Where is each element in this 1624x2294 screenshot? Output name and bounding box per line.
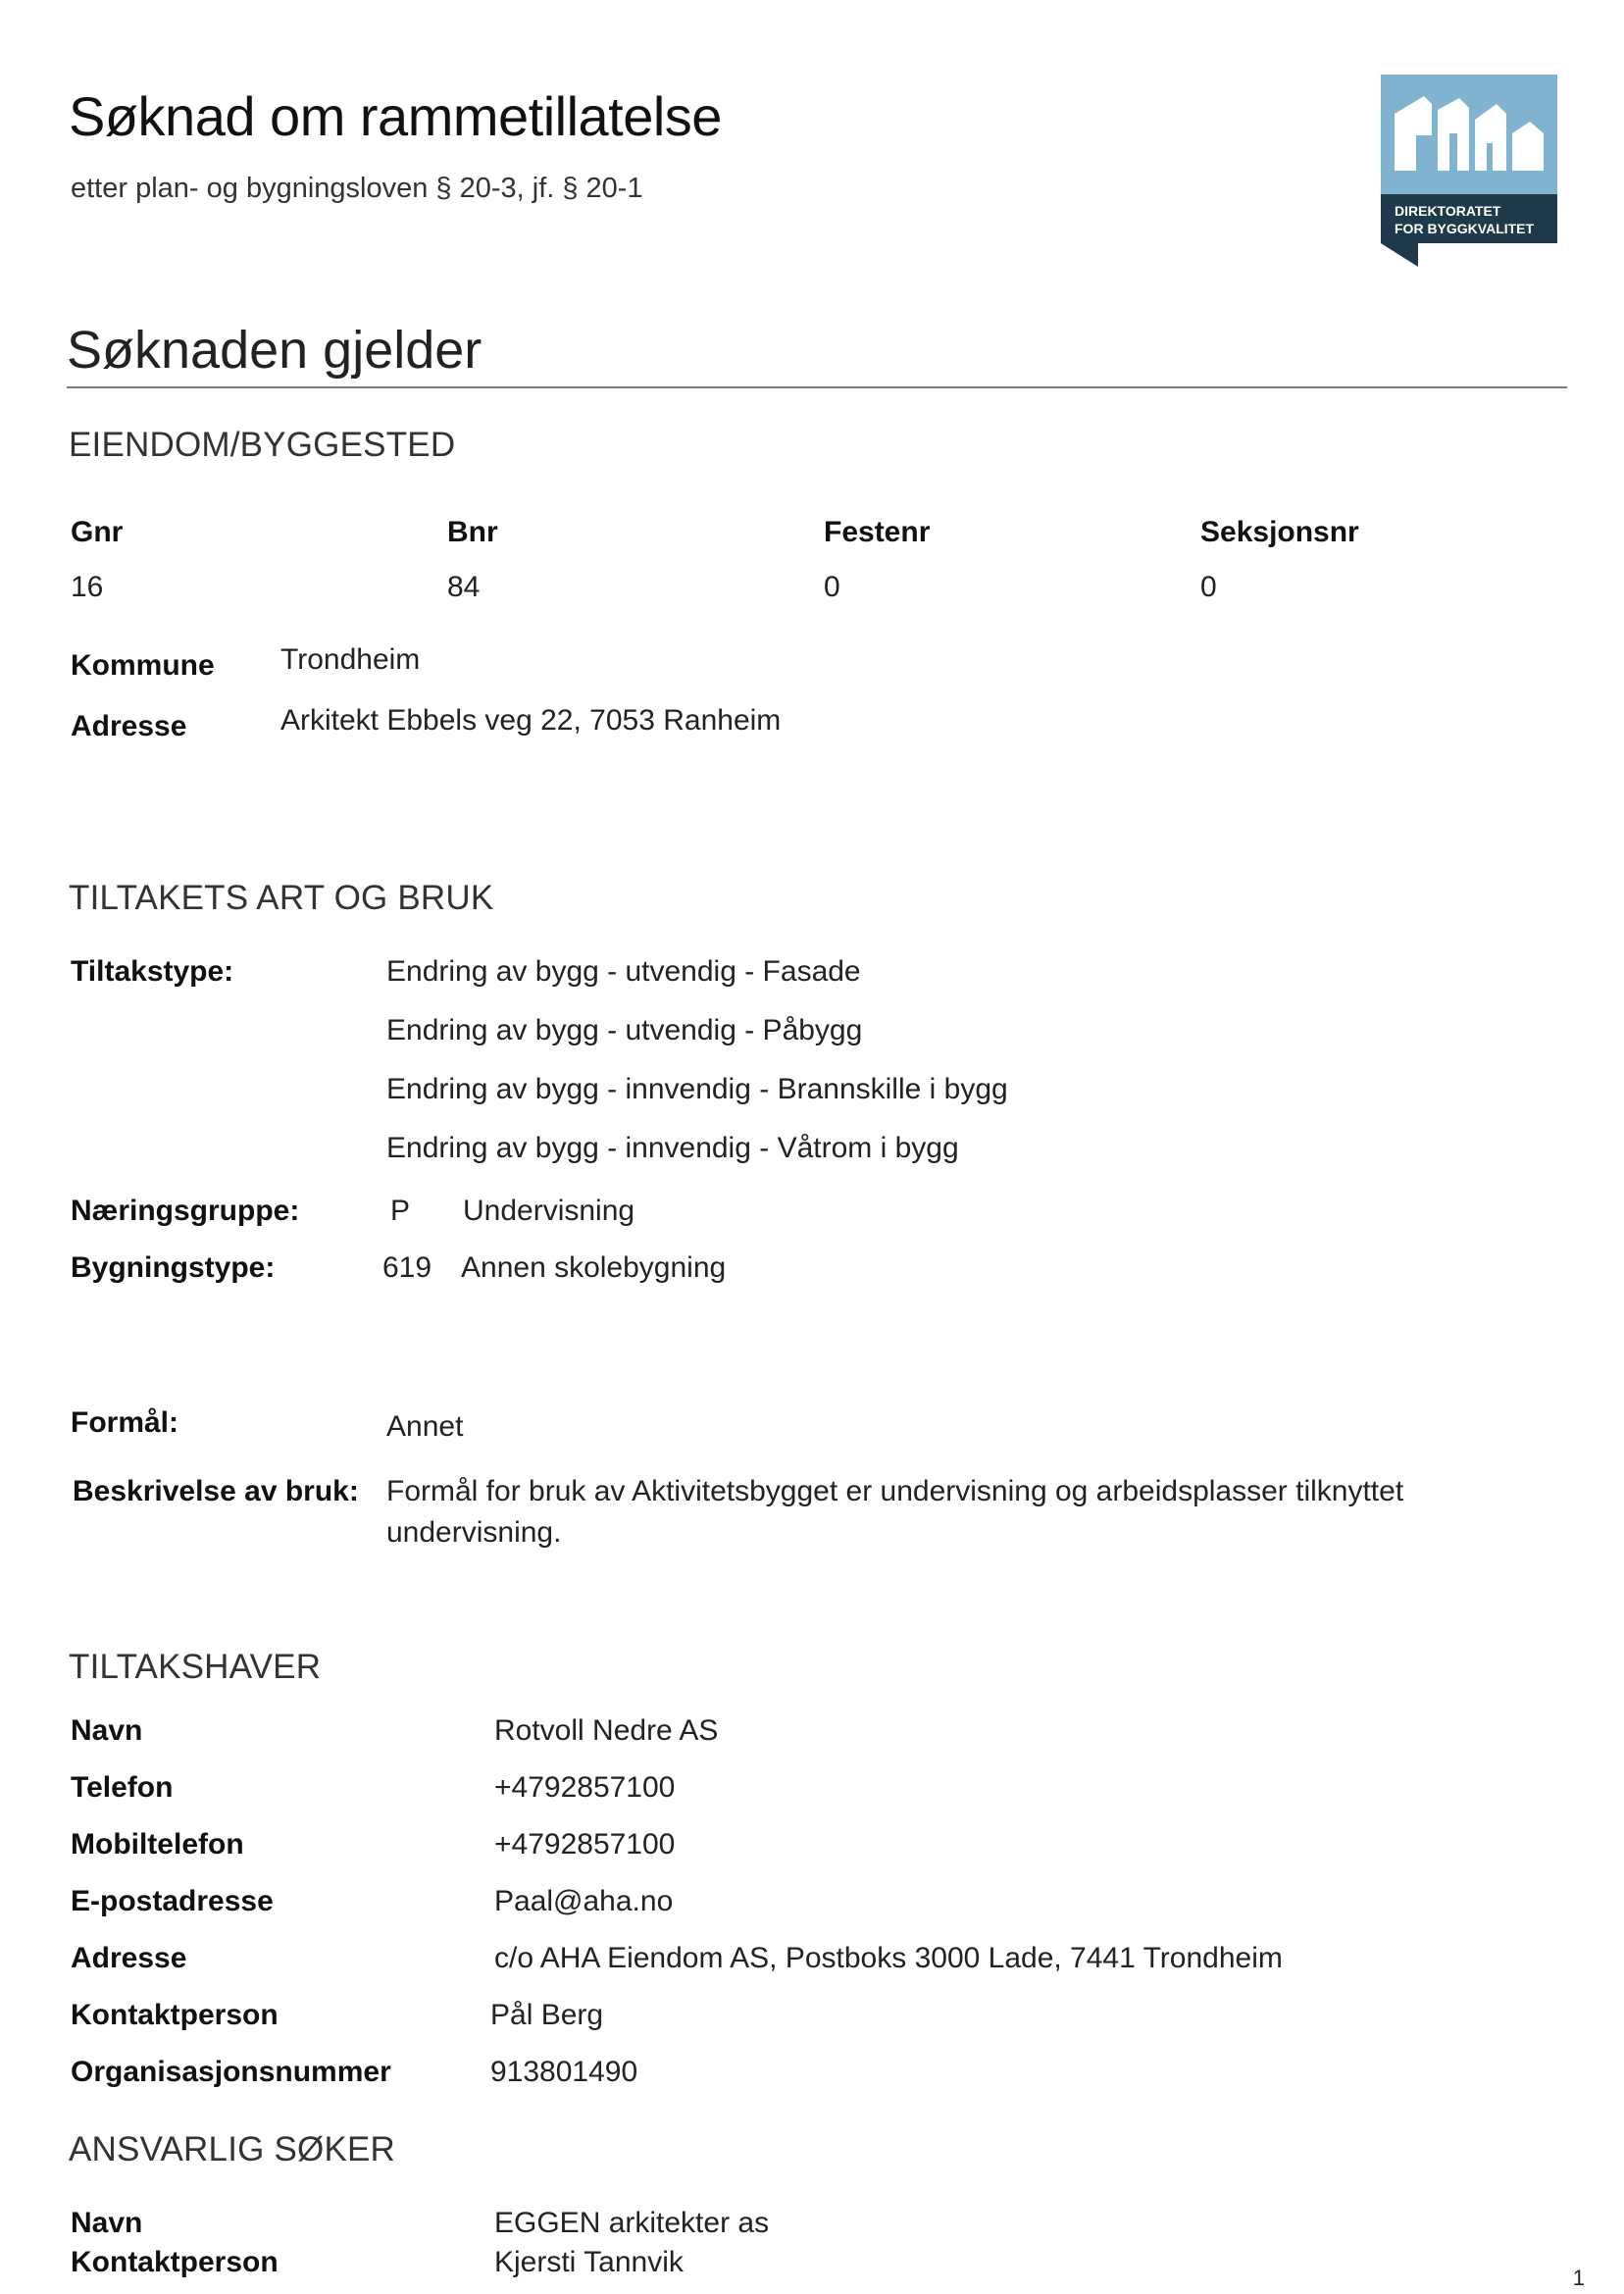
document-subtitle: etter plan- og bygningsloven § 20-3, jf. § 20-1 xyxy=(71,173,643,204)
tiltakshaver-navn-value: Rotvoll Nedre AS xyxy=(494,1714,719,1747)
gnr-value: 16 xyxy=(71,571,104,603)
dibk-logo-graphic xyxy=(1381,75,1557,267)
tiltakshaver-telefon-label: Telefon xyxy=(71,1771,174,1804)
tiltakstype-item: Endring av bygg - innvendig - Brannskille i bygg xyxy=(386,1073,1008,1105)
bnr-label: Bnr xyxy=(447,516,498,548)
bygningstype-value: Annen skolebygning xyxy=(461,1251,727,1284)
document-title: Søknad om rammetillatelse xyxy=(69,85,722,147)
formal-value: Annet xyxy=(386,1410,464,1443)
section-tiltakshaver-title: TILTAKSHAVER xyxy=(69,1648,322,1686)
tiltakshaver-orgnr-value: 913801490 xyxy=(490,2056,638,2088)
seksjonsnr-value: 0 xyxy=(1200,571,1217,603)
beskrivelse-line: Formål for bruk av Aktivitetsbygget er undervisning og arbeidsplasser tilknyttet xyxy=(386,1475,1404,1507)
page-number: 1 xyxy=(1572,2266,1585,2290)
section-tiltak-title: TILTAKETS ART OG BRUK xyxy=(69,879,494,917)
tiltakshaver-navn-label: Navn xyxy=(71,1714,143,1747)
bnr-value: 84 xyxy=(447,571,481,603)
tiltakshaver-kontakt-value: Pål Berg xyxy=(490,1999,604,2031)
section-ansvarlig-title: ANSVARLIG SØKER xyxy=(69,2130,396,2168)
tiltakshaver-epost-label: E-postadresse xyxy=(71,1885,274,1917)
dibk-logo xyxy=(1381,75,1557,267)
ansvarlig-kontakt-label: Kontaktperson xyxy=(71,2246,279,2278)
adresse-label: Adresse xyxy=(71,710,187,742)
tiltakshaver-mobil-value: +4792857100 xyxy=(494,1828,676,1861)
tiltakstype-item: Endring av bygg - innvendig - Våtrom i bygg xyxy=(386,1132,959,1164)
tiltakshaver-adresse-label: Adresse xyxy=(71,1942,187,1974)
logo-text-line1: DIREKTORATET xyxy=(1395,203,1501,219)
tiltakshaver-orgnr-label: Organisasjonsnummer xyxy=(71,2056,391,2088)
naeringsgruppe-value: Undervisning xyxy=(463,1195,635,1227)
naeringsgruppe-code: P xyxy=(390,1195,411,1227)
main-heading: Søknaden gjelder xyxy=(67,321,482,380)
gnr-label: Gnr xyxy=(71,516,124,548)
seksjonsnr-label: Seksjonsnr xyxy=(1200,516,1359,548)
naeringsgruppe-label: Næringsgruppe: xyxy=(71,1195,300,1227)
tiltakstype-item: Endring av bygg - utvendig - Påbygg xyxy=(386,1014,863,1046)
section-eiendom-title: EIENDOM/BYGGESTED xyxy=(69,426,456,464)
beskrivelse-label: Beskrivelse av bruk: xyxy=(73,1475,359,1507)
bygningstype-label: Bygningstype: xyxy=(71,1251,276,1284)
kommune-label: Kommune xyxy=(71,649,215,682)
tiltakstype-item: Endring av bygg - utvendig - Fasade xyxy=(386,955,861,988)
ansvarlig-kontakt-value: Kjersti Tannvik xyxy=(494,2246,684,2278)
tiltakstype-label: Tiltakstype: xyxy=(71,955,234,988)
kommune-value: Trondheim xyxy=(280,643,421,676)
beskrivelse-line: undervisning. xyxy=(386,1516,562,1549)
tiltakshaver-telefon-value: +4792857100 xyxy=(494,1771,676,1804)
ansvarlig-navn-label: Navn xyxy=(71,2207,143,2239)
formal-label: Formål: xyxy=(71,1406,179,1439)
heading-divider xyxy=(67,386,1567,388)
tiltakshaver-adresse-value: c/o AHA Eiendom AS, Postboks 3000 Lade, 7441 Trondheim xyxy=(494,1942,1283,1974)
logo-text-line2: FOR BYGGKVALITET xyxy=(1395,221,1535,236)
tiltakshaver-epost-value: Paal@aha.no xyxy=(494,1885,674,1917)
ansvarlig-navn-value: EGGEN arkitekter as xyxy=(494,2207,770,2239)
festenr-value: 0 xyxy=(824,571,840,603)
festenr-label: Festenr xyxy=(824,516,931,548)
tiltakshaver-mobil-label: Mobiltelefon xyxy=(71,1828,244,1861)
bygningstype-code: 619 xyxy=(382,1251,432,1284)
adresse-value: Arkitekt Ebbels veg 22, 7053 Ranheim xyxy=(280,704,782,737)
tiltakshaver-kontakt-label: Kontaktperson xyxy=(71,1999,279,2031)
